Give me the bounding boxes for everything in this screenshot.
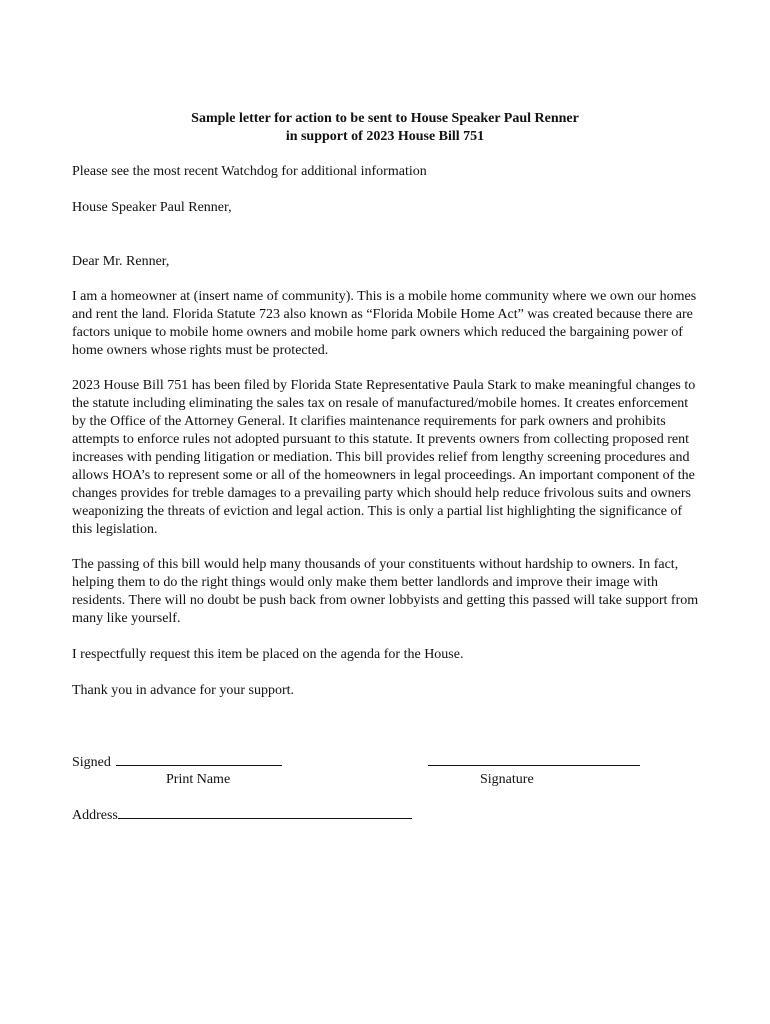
closing [72, 682, 712, 700]
letter-title [0, 110, 770, 146]
address-label: Address [72, 808, 118, 823]
paragraph-1-text: I am a homeowner at (insert name of community). This is a mobile home community where we own our homes and rent the land. Florida Statute 723 also known as “Florida Mobile Home Act” was created because there are factors unique to mobile home owners and mobile home park owners which reduced the bargaining power of home owners whose rights must be protected. [72, 289, 697, 358]
paragraph-2-text: 2023 House Bill 751 has been filed by Florida State Representative Paula Stark to make meaningful changes to the statute including eliminating the sales tax on resale of manufactured/mobile homes. It creates enforcement by the Office of the Attorney General. It clarifies maintenance requirements for park owners and prohibits attempts to enforce rules not adopted pursuant to this statute. It prevents owners from collecting proposed rent increases with pending litigation or mediation. This bill provides relief from lengthy screening procedures and allows HOA’s to represent some or all of the homeowners in legal proceedings. An important component of the changes provides for treble damages to a prevailing party which should help reduce frivolous suits and owners weaponizing the threats of eviction and legal action. This is only a partial list highlighting the significance of this legislation. [72, 378, 696, 537]
title-line-1: Sample letter for action to be sent to House Speaker Paul Renner [191, 111, 579, 126]
print-name-field[interactable] [116, 753, 282, 766]
salutation-text: Dear Mr. Renner, [72, 254, 170, 269]
signature-line [428, 753, 640, 772]
paragraph-3 [72, 556, 700, 628]
paragraph-2 [72, 377, 698, 539]
paragraph-1 [72, 288, 700, 360]
signed-line [72, 753, 282, 772]
addressee [72, 199, 712, 217]
addressee-text: House Speaker Paul Renner, [72, 200, 232, 215]
print-name-caption: Print Name [166, 772, 231, 787]
paragraph-4 [72, 646, 712, 664]
watchdog-note-text: Please see the most recent Watchdog for additional information [72, 164, 427, 179]
watchdog-note [72, 163, 712, 181]
paragraph-4-text: I respectfully request this item be placed on the agenda for the House. [72, 647, 464, 662]
signature-field[interactable] [428, 753, 640, 766]
title-line-2: in support of 2023 House Bill 751 [285, 129, 485, 144]
signature-caption: Signature [480, 772, 534, 787]
signed-label: Signed [72, 755, 111, 770]
salutation [72, 253, 712, 271]
address-line [72, 806, 412, 825]
address-field[interactable] [118, 806, 412, 819]
closing-text: Thank you in advance for your support. [72, 683, 294, 698]
paragraph-3-text: The passing of this bill would help many thousands of your constituents without hardship to owners. In fact, helping them to do the right things would only make them better landlords and improve their image with residents. There will no doubt be push back from owner lobbyists and getting this passed will take support from many like yourself. [72, 557, 699, 626]
